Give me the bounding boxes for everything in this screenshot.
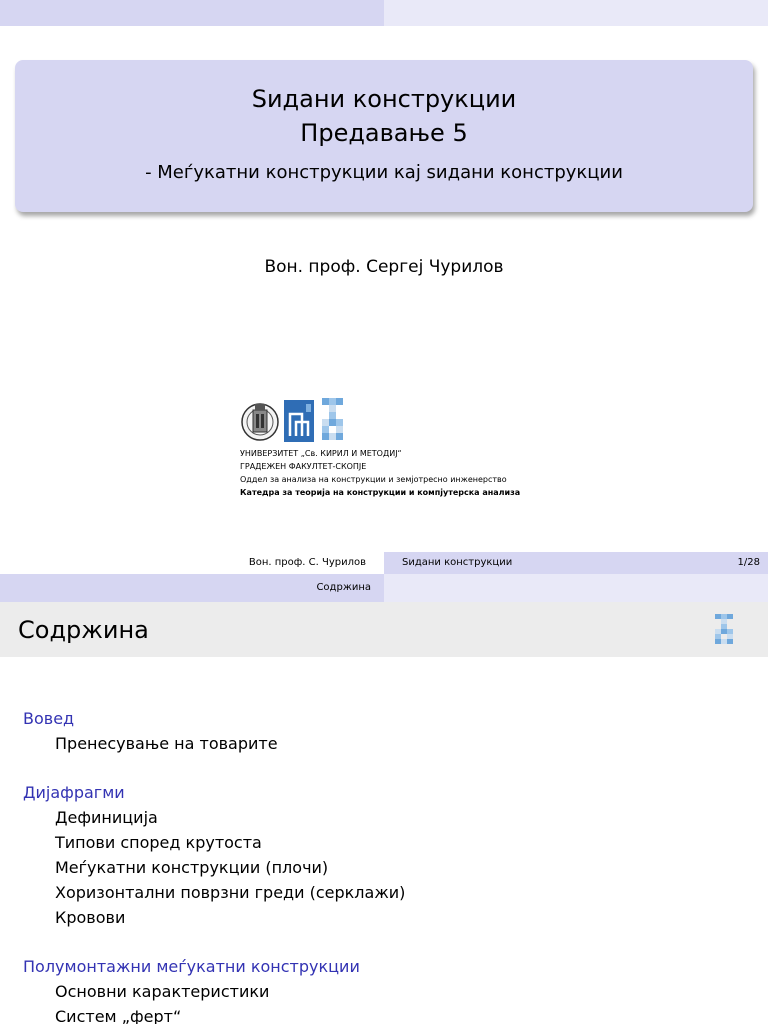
department-logo-icon (318, 398, 348, 442)
toc-item-roofs[interactable]: Кровови (55, 908, 126, 927)
toc-section-intro[interactable]: Вовед (23, 709, 75, 728)
title-box (15, 60, 753, 212)
university-seal-icon (240, 398, 280, 442)
institution-logo (240, 398, 540, 510)
title-line-1: Ѕидани конструкции (251, 85, 517, 113)
logo-line-university: УНИВЕРЗИТЕТ „Св. КИРИЛ И МЕТОДИЈ“ (240, 449, 402, 458)
logo-icons (240, 398, 540, 442)
toc-item-definition[interactable]: Дефиниција (55, 808, 158, 827)
faculty-logo-icon (284, 400, 314, 442)
footer-author: Вон. проф. С. Чурилов (248, 557, 366, 568)
author: Вон. проф. Сергеј Чурилов (264, 257, 504, 277)
toc-item-basic-characteristics[interactable]: Основни карактеристики (55, 982, 270, 1001)
frame-title-bar (0, 602, 768, 657)
footer-course: Ѕидани конструкции (402, 557, 513, 568)
slide2-top-bar (0, 574, 768, 602)
toc-item-load-transfer[interactable]: Пренесување на товарите (55, 734, 278, 753)
title-line-2: Предавање 5 (300, 119, 468, 147)
toc-gap (0, 756, 768, 780)
logo-line-chair: Катедра за теорија на конструкции и компјутерска анализа (240, 488, 521, 497)
top-bar-right (384, 0, 768, 26)
slide1-top-bar (0, 0, 768, 26)
logo-line-faculty: ГРАДЕЖЕН ФАКУЛТЕТ-СКОПЈЕ (240, 462, 367, 471)
toc-item-fert-system[interactable]: Систем „ферт“ (55, 1007, 182, 1024)
toc-section-diaphragms[interactable]: Дијафрагми (23, 783, 125, 802)
toc-item-tie-beams[interactable]: Хоризонтални поврзни греди (серклажи) (55, 883, 406, 902)
toc-section-semi-precast[interactable]: Полумонтажни меѓукатни конструкции (23, 957, 360, 976)
footer-course-bar (384, 552, 768, 574)
table-of-contents (0, 706, 768, 1024)
top-bar-left (0, 0, 384, 26)
logo-line-department: Оддел за анализа на конструкции и земјотресно инженерство (240, 475, 507, 484)
frame-title: Содржина (18, 616, 149, 644)
subtitle: - Меѓукатни конструкции кај ѕидани конструкции (145, 162, 623, 183)
toc-item-stiffness-types[interactable]: Типови според крутоста (55, 833, 262, 852)
slide1-footer (0, 552, 768, 574)
toc-item-floor-slabs[interactable]: Меѓукатни конструкции (плочи) (55, 858, 329, 877)
toc-gap (0, 930, 768, 954)
logo-text (240, 447, 540, 499)
header-section-link[interactable]: Содржина (0, 574, 384, 602)
footer-page-number: 1/28 (737, 557, 760, 568)
top-bar2-right (384, 574, 768, 602)
department-logo-icon (712, 614, 736, 646)
